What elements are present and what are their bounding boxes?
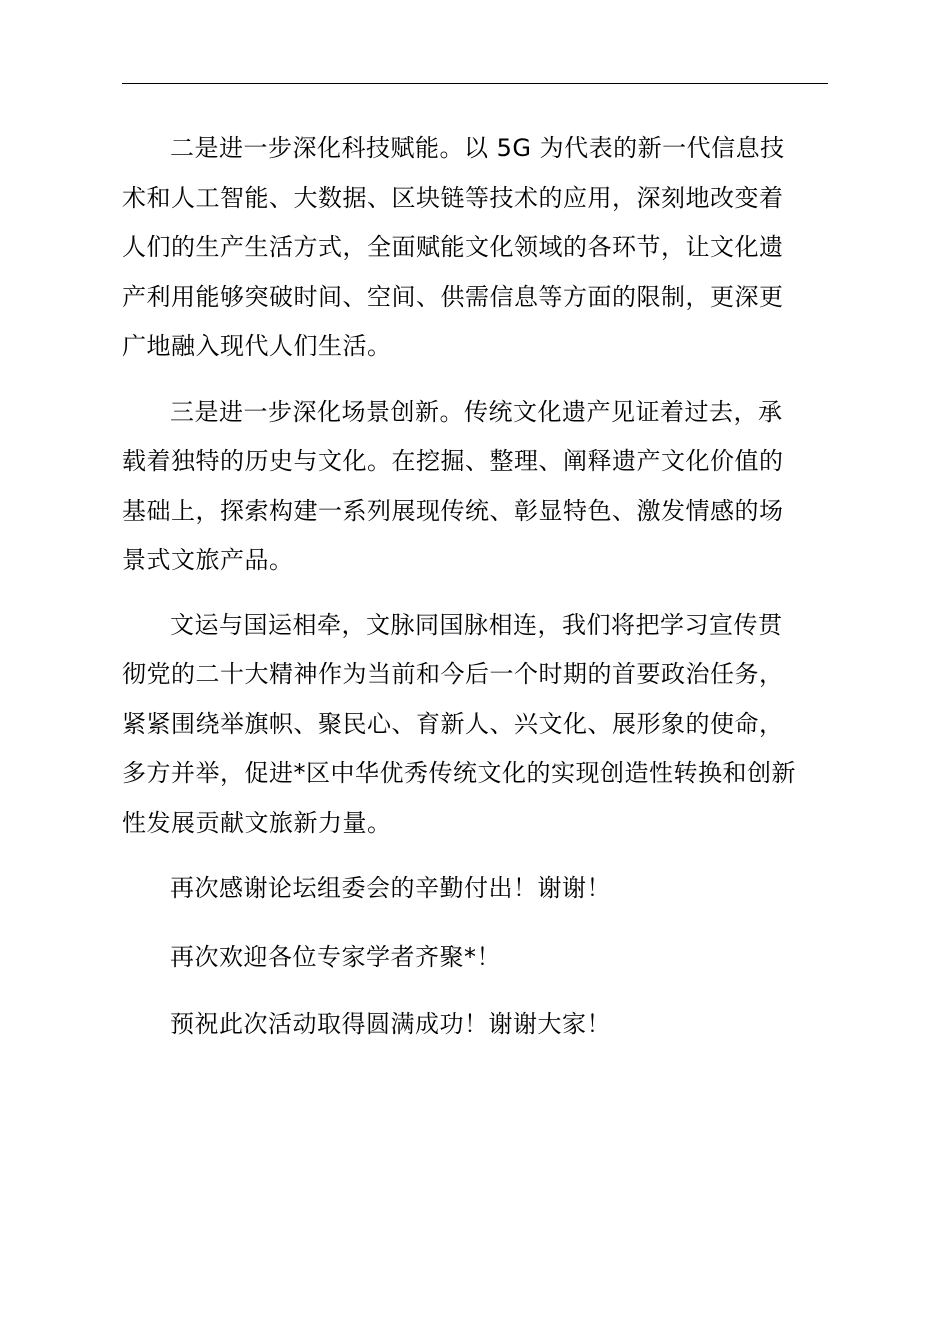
closing-welcome: 再次欢迎各位专家学者齐聚*！ bbox=[170, 942, 501, 971]
text-line: 载着独特的历史与文化。在挖掘、整理、阐释遗产文化价值的 bbox=[122, 447, 784, 475]
document-body bbox=[122, 124, 828, 1050]
text-line: 基础上，探索构建一系列展现传统、彰显特色、激发情感的场 bbox=[122, 496, 784, 525]
paragraph-scene-innovation bbox=[122, 388, 828, 586]
paragraph-culture-mission bbox=[122, 601, 828, 849]
text-line: 彻党的二十大精神作为当前和今后一个时期的首要政治任务， bbox=[122, 660, 784, 688]
text-line: 产利用能够突破时间、空间、供需信息等方面的限制，更深更 bbox=[122, 282, 784, 311]
closing-thanks: 再次感谢论坛组委会的辛勤付出！谢谢！ bbox=[170, 874, 611, 902]
text-line: 二是进一步深化科技赋能。以 5G 为代表的新一代信息技 bbox=[170, 134, 785, 162]
text-line: 景式文旅产品。 bbox=[122, 546, 294, 574]
text-line: 多方并举，促进*区中华优秀传统文化的实现创造性转换和创新 bbox=[122, 759, 796, 787]
text-line: 紧紧围绕举旗帜、聚民心、育新人、兴文化、展形象的使命， bbox=[122, 709, 784, 738]
closing-wish: 预祝此次活动取得圆满成功！谢谢大家！ bbox=[170, 1010, 611, 1038]
text-line: 三是进一步深化场景创新。传统文化遗产见证着过去，承 bbox=[170, 397, 783, 426]
text-line: 性发展贡献文旅新力量。 bbox=[122, 808, 392, 837]
text-line: 文运与国运相牵，文脉同国脉相连，我们将把学习宣传贯 bbox=[170, 610, 783, 639]
header-rule bbox=[122, 83, 828, 84]
text-line: 广地融入现代人们生活。 bbox=[122, 332, 392, 360]
paragraph-tech-empowerment bbox=[122, 124, 828, 372]
text-line: 人们的生产生活方式，全面赋能文化领域的各环节，让文化遗 bbox=[122, 233, 784, 261]
text-line: 术和人工智能、大数据、区块链等技术的应用，深刻地改变着 bbox=[122, 183, 784, 212]
